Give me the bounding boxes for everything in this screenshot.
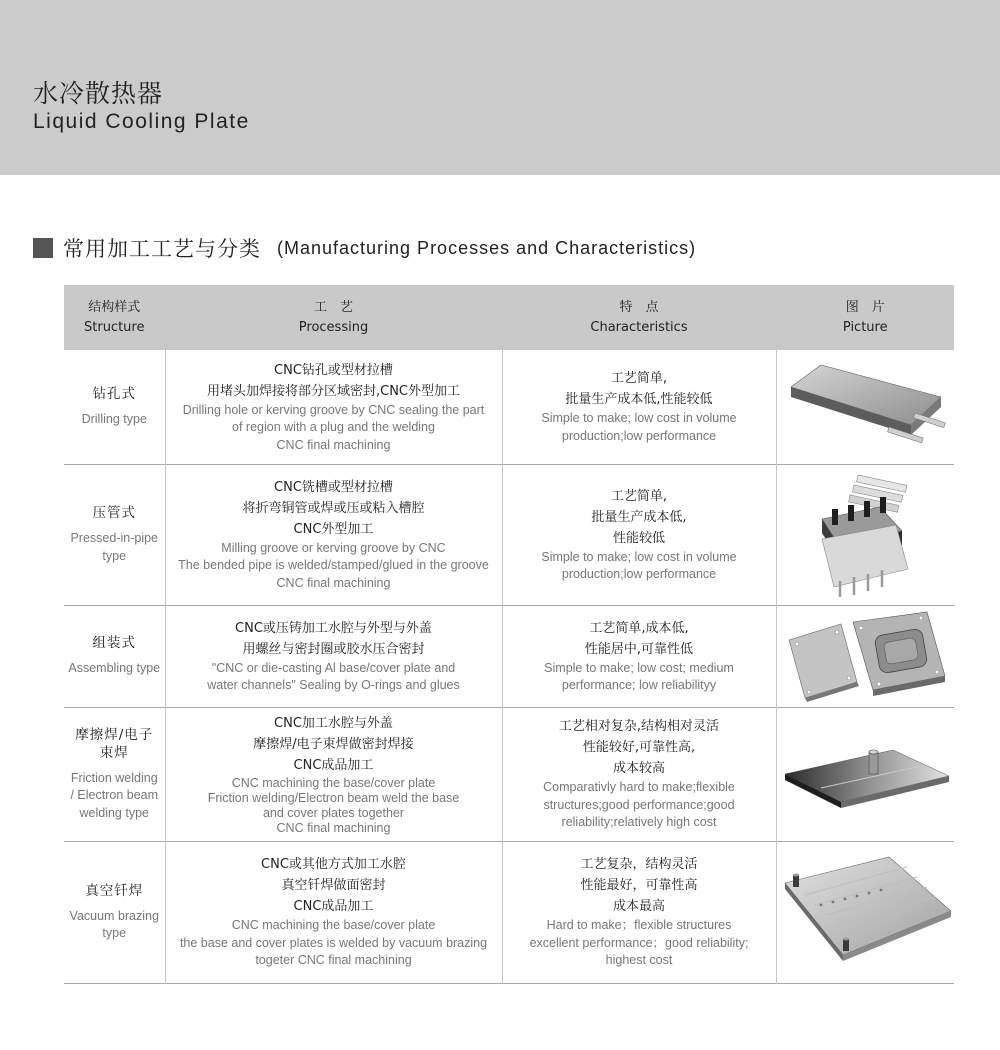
char-cn-line: 性能最好，可靠性高 (580, 878, 698, 894)
structure-cn: 压管式 (92, 505, 136, 521)
process-en-line: CNC final machining (276, 437, 391, 452)
characteristics-cell (502, 605, 776, 707)
friction-welded-plate-image (781, 728, 953, 820)
char-en-line: Hard to make；flexible structures (546, 918, 732, 933)
process-en-line: water channels" Sealing by O-rings and glues (207, 678, 460, 692)
char-cn-line: 性能较好,可靠性高, (582, 740, 696, 756)
picture-cell (776, 605, 954, 707)
char-en-line: production;low performance (561, 428, 717, 443)
picture-cell (776, 707, 954, 841)
header-en: Processing (298, 319, 369, 335)
section-title-cn: 常用加工工艺与分类 (63, 237, 261, 261)
structure-cell (64, 707, 165, 841)
header-cn: 特 点 (619, 299, 659, 315)
structure-cell (64, 605, 165, 707)
char-cn-line: 工艺简单, (610, 488, 668, 504)
section-title-en: (Manufacturing Processes and Characteristics) (277, 237, 697, 258)
char-en-line: excellent performance；good reliability; (529, 935, 749, 950)
process-cell (165, 350, 502, 464)
char-en-line: highest cost (605, 953, 673, 968)
drilled-cold-plate-image (781, 357, 951, 457)
process-en-line: Drilling hole or kerving groove by CNC sealing the part (182, 402, 485, 417)
process-cn-line: 将折弯铜管或焊或压或粘入槽腔 (242, 500, 425, 516)
process-table (64, 285, 954, 984)
char-en-line: performance; low reliabilityy (561, 678, 717, 692)
process-en-line: The bended pipe is welded/stamped/glued in the groove (178, 558, 489, 573)
table-row (64, 605, 954, 707)
vacuum-brazed-plate-image (781, 853, 955, 971)
table-row (64, 464, 954, 605)
picture-cell (776, 464, 954, 605)
structure-en: Pressed-in-pipe type (70, 531, 159, 563)
header-characteristics (502, 285, 776, 350)
char-en-line: Simple to make; low cost; medium (544, 660, 734, 675)
process-cn-line: 摩擦焊/电子束焊做密封焊接 (253, 736, 414, 752)
process-cn-line: 用螺丝与密封圈或胶水压合密封 (242, 641, 425, 657)
characteristics-cell (502, 350, 776, 464)
process-cell (165, 464, 502, 605)
structure-en: Drilling type (81, 412, 147, 426)
process-en-line: CNC final machining (276, 575, 391, 590)
process-cn-line: CNC或其他方式加工水腔 (261, 857, 406, 873)
characteristics-cell (502, 841, 776, 983)
characteristics-cell (502, 464, 776, 605)
process-cn-line: CNC或压铸加工水腔与外型与外盖 (235, 620, 432, 636)
header-band (0, 0, 1000, 175)
process-cell (165, 707, 502, 841)
char-cn-line: 工艺相对复杂,结构相对灵活 (558, 719, 720, 735)
process-en-line: and cover plates together (262, 805, 405, 820)
process-cell (165, 605, 502, 707)
table-row (64, 707, 954, 841)
header-processing (165, 285, 502, 350)
header-en: Picture (842, 319, 888, 335)
char-cn-line: 性能居中,可靠性低 (584, 641, 694, 657)
char-en-line: Simple to make; low cost in volume (541, 549, 737, 564)
process-cn-line: 用堵头加焊接将部分区域密封,CNC外型加工 (206, 383, 460, 399)
char-cn-line: 性能较低 (612, 530, 665, 546)
process-en-line: of region with a plug and the welding (232, 420, 435, 434)
picture-cell (776, 350, 954, 464)
char-cn-line: 批量生产成本低,性能较低 (565, 392, 713, 408)
header-en: Structure (84, 319, 145, 335)
square-bullet-icon (33, 238, 53, 258)
header-en: Characteristics (590, 319, 688, 335)
header-cn: 工 艺 (313, 299, 353, 315)
process-cn-line: CNC铣槽或型材拉槽 (274, 479, 393, 495)
structure-en: Friction welding / Electron beam welding type (70, 770, 159, 820)
process-en-line: Friction welding/Electron beam weld the base (207, 790, 460, 805)
process-en-line: togeter CNC final machining (255, 953, 412, 968)
char-en-line: production;low performance (561, 567, 717, 581)
header-cn: 图 片 (845, 299, 885, 315)
process-en-line: the base and cover plates is welded by vacuum brazing (179, 935, 488, 950)
process-en-line: CNC machining the base/cover plate (231, 918, 436, 933)
char-cn-line: 工艺复杂，结构灵活 (580, 857, 698, 873)
page-title-cn: 水冷散热器 (33, 79, 164, 108)
char-en-line: Simple to make; low cost in volume (541, 411, 737, 426)
char-en-line: Comparativly hard to make;flexible (543, 780, 735, 795)
structure-en: Vacuum brazing type (69, 908, 159, 940)
process-en-line: CNC machining the base/cover plate (231, 775, 436, 790)
process-cn-line: CNC外型加工 (293, 521, 374, 537)
structure-cell (64, 841, 165, 983)
table-row (64, 841, 954, 983)
structure-en: Assembling type (68, 661, 161, 676)
structure-cn: 真空钎焊 (85, 882, 144, 899)
process-cn-line: 真空钎焊做面密封 (281, 878, 386, 894)
char-cn-line: 工艺简单, (610, 371, 668, 387)
table-header-row (64, 285, 954, 350)
assembled-cold-plate-image (781, 610, 951, 702)
header-cn: 结构样式 (88, 299, 141, 315)
process-en-line: CNC final machining (276, 820, 391, 835)
char-cn-line: 批量生产成本低, (591, 509, 687, 525)
characteristics-cell (502, 707, 776, 841)
pressed-pipe-plate-image (810, 469, 920, 601)
header-picture (776, 285, 954, 350)
page-title-en: Liquid Cooling Plate (33, 110, 250, 133)
section-title (33, 231, 696, 265)
structure-cn: 摩擦焊/电子束焊 (75, 726, 154, 761)
process-cn-line: CNC成品加工 (293, 757, 374, 773)
structure-cn: 组装式 (92, 635, 136, 652)
structure-cell (64, 350, 165, 464)
char-en-line: structures;good performance;good (543, 797, 735, 812)
structure-cell (64, 464, 165, 605)
process-en-line: "CNC or die-casting Al base/cover plate and (211, 660, 456, 675)
process-cn-line: CNC钻孔或型材拉槽 (274, 362, 393, 378)
process-cell (165, 841, 502, 983)
process-cn-line: CNC加工水腔与外盖 (274, 715, 393, 731)
structure-cn: 钻孔式 (92, 386, 136, 402)
char-cn-line: 成本最高 (612, 899, 665, 915)
process-cn-line: CNC成品加工 (293, 899, 374, 915)
process-en-line: Milling groove or kerving groove by CNC (221, 540, 446, 555)
table-row (64, 350, 954, 464)
picture-cell (776, 841, 954, 983)
char-cn-line: 工艺简单,成本低, (589, 620, 689, 636)
header-structure (64, 285, 165, 350)
char-cn-line: 成本较高 (612, 761, 665, 777)
char-en-line: reliability;relatively high cost (561, 815, 717, 830)
